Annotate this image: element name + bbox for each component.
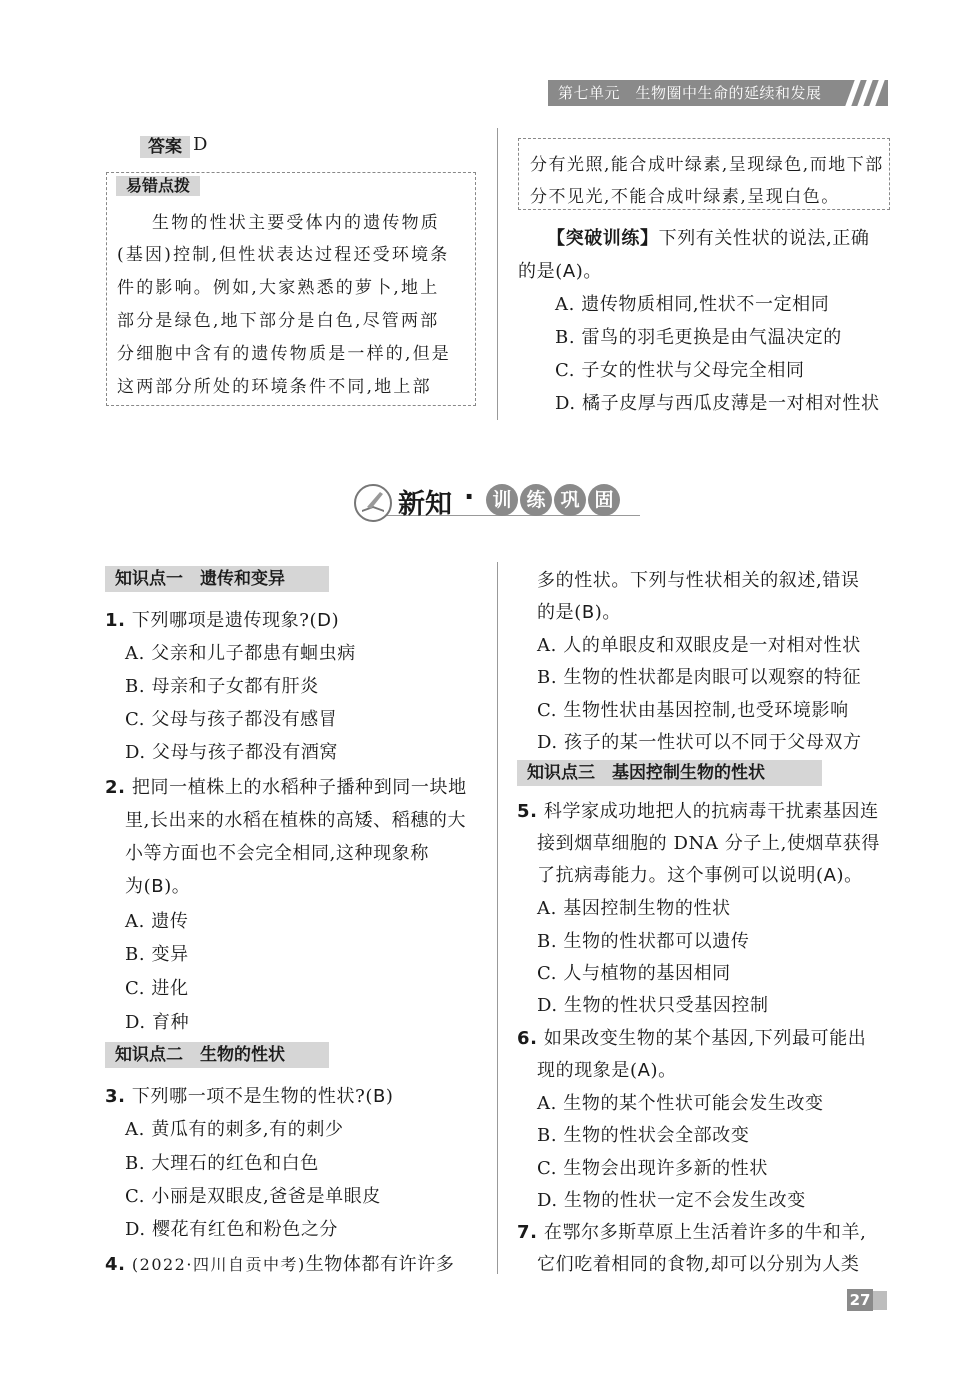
knowledge-point-3: 知识点三 基因控制生物的性状 <box>517 760 822 786</box>
tip-line: 部分是绿色,地下部分是白色,尽管两部 <box>117 311 440 331</box>
question-6-line: 现的现象是(A)。 <box>537 1060 677 1081</box>
option: A. 遗传 <box>125 911 189 932</box>
option: A. 黄瓜有的刺多,有的刺少 <box>125 1119 344 1140</box>
option: B. 生物的性状都是肉眼可以观察的特征 <box>537 667 862 688</box>
breakthrough-tag: 【突破训练】 <box>547 228 659 249</box>
q1-answer: D <box>317 610 332 631</box>
option: A. 父亲和儿子都患有蛔虫病 <box>125 643 356 664</box>
option: D. 生物的性状一定不会发生改变 <box>537 1190 806 1211</box>
option: A. 生物的某个性状可能会发生改变 <box>537 1093 824 1114</box>
option: D. 橘子皮厚与西瓜皮薄是一对相对性状 <box>555 393 880 414</box>
breakthrough-stem-line2: 的是(A)。 <box>518 261 602 282</box>
question-7: 7. 在鄂尔多斯草原上生活着许多的牛和羊, <box>517 1222 867 1243</box>
option: B. 生物的性状会全部改变 <box>537 1125 750 1146</box>
option: B. 变异 <box>125 944 189 965</box>
question-6: 6. 如果改变生物的某个基因,下列最可能出 <box>517 1028 867 1049</box>
option: B. 母亲和子女都有肝炎 <box>125 676 319 697</box>
q4-answer: B <box>581 602 595 623</box>
knowledge-point-1: 知识点一 遗传和变异 <box>105 566 329 592</box>
banner-title: 新知 <box>398 489 452 520</box>
banner-char: 固 <box>588 484 620 516</box>
q4-source: (2022·四川自贡中考) <box>131 1255 306 1274</box>
option: C. 父母与孩子都没有感冒 <box>125 709 338 730</box>
option: C. 生物会出现许多新的性状 <box>537 1158 768 1179</box>
breakthrough-stem: 【突破训练】下列有关性状的说法,正确 <box>547 228 870 249</box>
question-2-line: 小等方面也不会完全相同,这种现象称 <box>125 843 429 864</box>
option: C. 人与植物的基因相同 <box>537 963 731 984</box>
question-5-line: 接到烟草细胞的 DNA 分子上,使烟草获得 <box>537 833 880 854</box>
option: C. 生物性状由基因控制,也受环境影响 <box>537 700 849 721</box>
tip-line: 分细胞中含有的遗传物质是一样的,但是 <box>117 344 452 364</box>
option: A. 基因控制生物的性状 <box>537 898 731 919</box>
banner-char: 训 <box>486 484 518 516</box>
q6-answer: A <box>637 1060 651 1081</box>
q3-answer: B <box>372 1086 386 1107</box>
answer-label: 答案 <box>140 136 190 158</box>
question-4: 4. (2022·四川自贡中考)生物体都有许许多 <box>105 1254 455 1275</box>
breakthrough-answer: A <box>562 261 576 282</box>
option: A. 遗传物质相同,性状不一定相同 <box>555 294 830 315</box>
banner-char: 练 <box>520 484 552 516</box>
question-3: 3. 下列哪一项不是生物的性状?(B) <box>105 1086 394 1107</box>
option: A. 人的单眼皮和双眼皮是一对相对性状 <box>537 635 861 656</box>
question-4-line: 多的性状。下列与性状相关的叙述,错误 <box>537 570 860 591</box>
banner-char: 巩 <box>554 484 586 516</box>
question-1: 1. 下列哪项是遗传现象?(D) <box>105 610 340 631</box>
option: C. 子女的性状与父母完全相同 <box>555 360 805 381</box>
q2-answer: B <box>151 876 165 897</box>
tip-label: 易错点拨 <box>116 176 200 196</box>
knowledge-point-2: 知识点二 生物的性状 <box>105 1042 329 1068</box>
pen-book-icon <box>353 483 393 523</box>
tip-line: 件的影响。例如,大家熟悉的萝卜,地上 <box>117 278 440 298</box>
q5-answer: A <box>823 865 837 886</box>
unit-title: 第七单元 生物圈中生命的延续和发展 <box>558 84 822 102</box>
question-4-line: 的是(B)。 <box>537 602 622 623</box>
question-5-line: 了抗病毒能力。这个事例可以说明(A)。 <box>537 865 863 886</box>
tip-cont-line: 分不见光,不能合成叶绿素,呈现白色。 <box>530 187 840 207</box>
banner-dot: · <box>464 482 475 513</box>
tip-line: 这两部分所处的环境条件不同,地上部 <box>117 377 432 397</box>
option: D. 樱花有红色和粉色之分 <box>125 1219 339 1240</box>
option: C. 小丽是双眼皮,爸爸是单眼皮 <box>125 1186 381 1207</box>
option: C. 进化 <box>125 978 189 999</box>
question-2-line: 里,长出来的水稻在植株的高矮、稻穗的大 <box>125 810 467 831</box>
column-divider <box>497 562 498 1274</box>
option: D. 孩子的某一性状可以不同于父母双方 <box>537 732 862 753</box>
option: B. 雷鸟的羽毛更换是由气温决定的 <box>555 327 842 348</box>
page-number: 27 <box>847 1289 873 1311</box>
option: D. 生物的性状只受基因控制 <box>537 995 769 1016</box>
option: B. 大理石的红色和白色 <box>125 1153 319 1174</box>
column-divider <box>497 128 498 420</box>
tip-line: 生物的性状主要受体内的遗传物质 <box>152 213 440 233</box>
question-7-line: 它们吃着相同的食物,却可以分别为人类 <box>537 1254 860 1275</box>
option: D. 育种 <box>125 1012 190 1033</box>
tip-line: (基因)控制,但性状表达过程还受环境条 <box>117 245 450 265</box>
question-5: 5. 科学家成功地把人的抗病毒干扰素基因连 <box>517 801 879 822</box>
question-2: 2. 把同一植株上的水稻种子播种到同一块地 <box>105 777 467 798</box>
option: D. 父母与孩子都没有酒窝 <box>125 742 339 763</box>
tip-cont-line: 分有光照,能合成叶绿素,呈现绿色,而地下部 <box>530 155 884 175</box>
option: B. 生物的性状都可以遗传 <box>537 931 750 952</box>
answer-value: D <box>193 134 208 155</box>
question-2-line: 为(B)。 <box>125 876 191 897</box>
